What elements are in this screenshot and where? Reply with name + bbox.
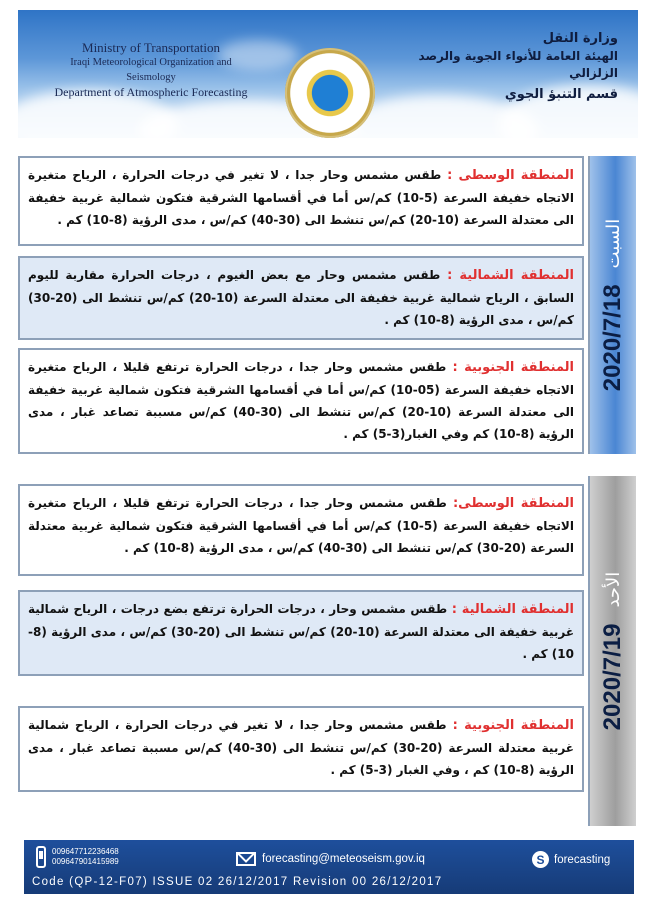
region-label: المنطقة الجنوبية : (452, 360, 575, 375)
organization-seal-icon (285, 48, 375, 138)
skype-contact[interactable] (532, 851, 610, 868)
day-name: السبت (602, 218, 624, 269)
date-value: 2020/7/19 (599, 623, 626, 731)
region-label: المنطقة الشمالية : (447, 268, 575, 283)
forecast-day2-south (18, 706, 584, 792)
skype-icon: S (532, 851, 549, 868)
ministry-name-ar: وزارة النقل (542, 31, 618, 46)
region-label: المنطقة الشمالية : (451, 602, 575, 617)
organization-name-ar: الهيئة العامة للأنواء الجوية والرصد الزلزالي (418, 49, 618, 80)
forecast-text: طقس مشمس وحار جدا ، درجات الحرارة ترتفع قليلا ، الرياح متغيرة الاتجاه خفيفة السرعة (05-10) كم/س أما في أقسامها الشرقية فتكون شمالية غربية خفيفة الى معتدلة السرعة (10-20) كم/س تنشط الى (30-40) كم/س مسببة تصاعد غبار ، مدى الرؤية (8-10) كم وفي الغبار(3-5) كم . (28, 360, 574, 441)
forecast-text: طقس مشمس وحار ، درجات الحرارة ترتفع بضع درجات ، الرياح شمالية غربية خفيفة الى معتدلة السرعة (10-20) كم/س تنشط الى (20-30) كم/س ، مدى الرؤية (8-10) كم . (28, 602, 575, 661)
header-arabic-block (403, 30, 618, 104)
department-name-en: Department of Atmospheric Forecasting (54, 85, 248, 99)
forecast-day2-central (18, 484, 584, 576)
day-name: الأحد (602, 571, 624, 608)
forecast-text: طقس مشمس وحار جدا ، لا تغير في درجات الحرارة ، الرياح شمالية غربية معتدلة السرعة (20-30) كم/س تنشط الى (30-40) كم/س مسببة تصاعد غبار ، مدى الرؤية (8-10) كم ، وفي الغبار (3-5) كم . (28, 718, 575, 777)
forecast-day1-north (18, 256, 584, 340)
date-sidebar-day1 (588, 156, 636, 454)
email-address[interactable]: forecasting@meteoseism.gov.iq (262, 853, 425, 865)
footer-bar (24, 840, 634, 894)
forecast-text: طقس مشمس وحار جدا ، لا تغير في درجات الحرارة ، الرياح متغيرة الاتجاه خفيفة السرعة (5-10) كم/س أما في أقسامها الشرقية فتكون شمالية غربية خفيفة الى معتدلة السرعة (10-20) كم/س تنشط الى (30-40) كم/س ، مدى الرؤية (8-10) كم . (28, 168, 574, 227)
forecast-day1-south (18, 348, 584, 454)
header-english-block (46, 40, 256, 100)
forecast-text: طقس مشمس وحار جدا ، درجات الحرارة ترتفع قليلا ، الرياح متغيرة الاتجاه خفيفة السرعة (5-10) كم/س أما في أقسامها الشرقية فتكون شمالية غربية معتدلة السرعة (20-30) كم/س تنشط الى (30-40) كم/س ، مدى الرؤية (8-10) كم . (28, 496, 574, 555)
date-sidebar-day2 (588, 476, 636, 826)
phone-contact (36, 846, 119, 868)
date-label-group (599, 219, 627, 391)
region-label: المنطقة الجنوبية : (452, 718, 574, 733)
document-code-line: Code (QP-12-F07) ISSUE 02 26/12/2017 Revision 00 26/12/2017 (32, 876, 443, 888)
email-contact[interactable] (236, 852, 425, 866)
envelope-icon (236, 852, 256, 866)
phone-icon (36, 846, 46, 868)
region-label: المنطقة الوسطى : (447, 168, 574, 183)
header-banner (18, 10, 638, 138)
department-name-ar: قسم التنبؤ الجوي (504, 87, 618, 102)
date-value: 2020/7/18 (599, 284, 626, 392)
date-label-group (599, 572, 627, 731)
organization-name-en: Iraqi Meteorological Organization and Seismology (70, 57, 232, 83)
region-label: المنطقة الوسطى: (452, 496, 574, 511)
ministry-name-en: Ministry of Transportation (82, 40, 220, 55)
forecast-day1-central (18, 156, 584, 246)
phone-number-1: 009647712236468 (52, 847, 119, 856)
forecast-text: طقس مشمس وحار مع بعض الغيوم ، درجات الحرارة مقاربة لليوم السابق ، الرياح شمالية غربية خفيفة الى معتدلة السرعة (10-20) كم/س تنشط الى (20-30) كم/س ، مدى الرؤية (8-10) كم . (28, 268, 575, 327)
skype-handle[interactable]: forecasting (554, 853, 611, 866)
forecast-day2-north (18, 590, 584, 676)
phone-number-2: 009647901415989 (52, 857, 119, 866)
